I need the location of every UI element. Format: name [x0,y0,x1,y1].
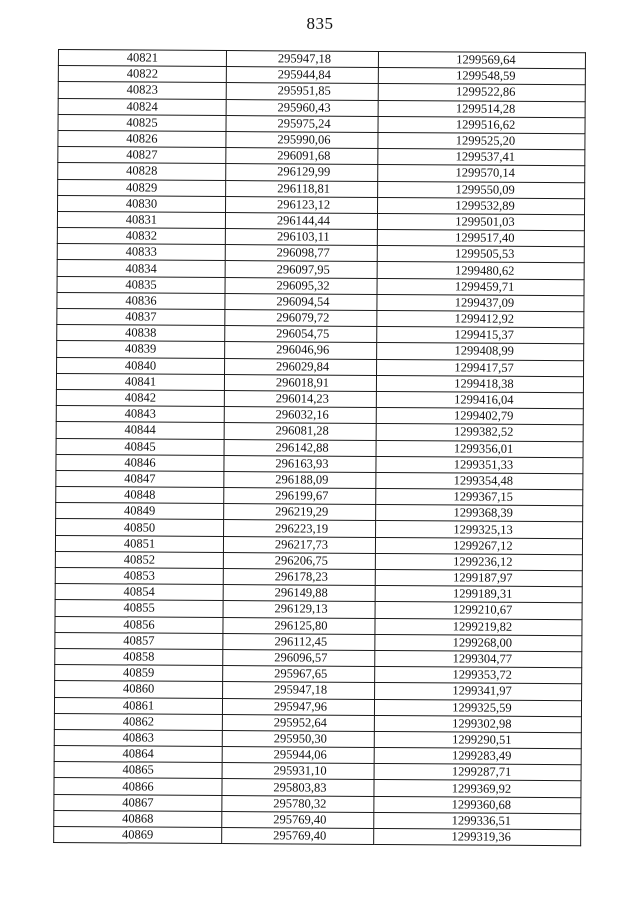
y-coordinate-cell: 1299351,33 [376,456,583,473]
x-coordinate-cell: 296223,19 [224,520,376,537]
x-coordinate-cell: 296142,88 [224,439,376,456]
x-coordinate-cell: 296188,09 [224,471,376,488]
y-coordinate-cell: 1299532,89 [378,197,585,214]
y-coordinate-cell: 1299569,64 [378,51,585,68]
y-coordinate-cell: 1299367,15 [376,489,583,506]
y-coordinate-cell: 1299550,09 [378,181,585,198]
point-number-cell: 40844 [56,422,224,439]
y-coordinate-cell: 1299417,57 [377,359,584,376]
y-coordinate-cell: 1299437,09 [377,294,584,311]
y-coordinate-cell: 1299353,72 [375,667,582,684]
x-coordinate-cell: 295769,40 [222,828,374,845]
point-number-cell: 40839 [57,341,225,358]
y-coordinate-cell: 1299360,68 [374,796,581,813]
point-number-cell: 40822 [58,66,226,83]
point-number-cell: 40857 [55,632,223,649]
point-number-cell: 40826 [58,130,226,147]
y-coordinate-cell: 1299268,00 [375,634,582,651]
y-coordinate-cell: 1299517,40 [377,230,584,247]
y-coordinate-cell: 1299187,97 [375,569,582,586]
point-number-cell: 40840 [57,357,225,374]
x-coordinate-cell: 295780,32 [222,795,374,812]
y-coordinate-cell: 1299304,77 [375,650,582,667]
point-number-cell: 40827 [58,147,226,164]
x-coordinate-cell: 296149,88 [223,585,375,602]
x-coordinate-cell: 295950,30 [222,730,374,747]
coordinate-table-body [54,50,586,846]
y-coordinate-cell: 1299415,37 [377,327,584,344]
point-number-cell: 40848 [56,487,224,504]
point-number-cell: 40868 [54,810,222,827]
point-number-cell: 40853 [55,567,223,584]
x-coordinate-cell: 295951,85 [226,83,378,100]
x-coordinate-cell: 295960,43 [226,99,378,116]
x-coordinate-cell: 296125,80 [223,617,375,634]
point-number-cell: 40829 [58,179,226,196]
y-coordinate-cell: 1299408,99 [377,343,584,360]
x-coordinate-cell: 296129,13 [223,601,375,618]
point-number-cell: 40824 [58,98,226,115]
y-coordinate-cell: 1299325,13 [376,521,583,538]
point-number-cell: 40860 [55,681,223,698]
point-number-cell: 40861 [54,697,222,714]
table-row [54,826,581,845]
x-coordinate-cell: 296178,23 [223,569,375,586]
point-number-cell: 40821 [58,50,226,67]
y-coordinate-cell: 1299522,86 [378,84,585,101]
y-coordinate-cell: 1299525,20 [378,132,585,149]
x-coordinate-cell: 296054,75 [225,326,377,343]
page-number: 835 [306,14,334,33]
y-coordinate-cell: 1299505,53 [377,246,584,263]
x-coordinate-cell: 296129,99 [226,164,378,181]
point-number-cell: 40863 [54,729,222,746]
x-coordinate-cell: 296103,11 [225,229,377,246]
x-coordinate-cell: 295944,84 [226,67,378,84]
y-coordinate-cell: 1299418,38 [376,375,583,392]
y-coordinate-cell: 1299416,04 [376,391,583,408]
point-number-cell: 40866 [54,778,222,795]
coordinate-table [53,49,586,846]
x-coordinate-cell: 296094,54 [225,293,377,310]
point-number-cell: 40852 [55,551,223,568]
point-number-cell: 40843 [56,406,224,423]
x-coordinate-cell: 295990,06 [226,131,378,148]
point-number-cell: 40845 [56,438,224,455]
point-number-cell: 40862 [54,713,222,730]
x-coordinate-cell: 295947,96 [222,698,374,715]
point-number-cell: 40851 [55,535,223,552]
point-number-cell: 40833 [57,244,225,261]
x-coordinate-cell: 296163,93 [224,455,376,472]
y-coordinate-cell: 1299341,97 [375,683,582,700]
x-coordinate-cell: 296097,95 [225,261,377,278]
y-coordinate-cell: 1299402,79 [376,408,583,425]
x-coordinate-cell: 296081,28 [224,423,376,440]
x-coordinate-cell: 296046,96 [225,342,377,359]
x-coordinate-cell: 295967,65 [223,666,375,683]
x-coordinate-cell: 295944,06 [222,747,374,764]
x-coordinate-cell: 295975,24 [226,115,378,132]
y-coordinate-cell: 1299382,52 [376,424,583,441]
y-coordinate-cell: 1299210,67 [375,602,582,619]
x-coordinate-cell: 296029,84 [225,358,377,375]
point-number-cell: 40830 [58,195,226,212]
y-coordinate-cell: 1299514,28 [378,100,585,117]
point-number-cell: 40855 [55,600,223,617]
point-number-cell: 40835 [57,276,225,293]
x-coordinate-cell: 296091,68 [226,148,378,165]
x-coordinate-cell: 296096,57 [223,649,375,666]
point-number-cell: 40842 [56,389,224,406]
point-number-cell: 40869 [54,826,222,843]
x-coordinate-cell: 296144,44 [225,212,377,229]
x-coordinate-cell: 296018,91 [224,374,376,391]
point-number-cell: 40849 [56,503,224,520]
y-coordinate-cell: 1299287,71 [374,764,581,781]
y-coordinate-cell: 1299412,92 [377,310,584,327]
point-number-cell: 40856 [55,616,223,633]
x-coordinate-cell: 296219,29 [224,504,376,521]
y-coordinate-cell: 1299219,82 [375,618,582,635]
y-coordinate-cell: 1299368,39 [376,505,583,522]
point-number-cell: 40847 [56,470,224,487]
x-coordinate-cell: 296199,67 [224,488,376,505]
y-coordinate-cell: 1299548,59 [378,68,585,85]
point-number-cell: 40841 [56,373,224,390]
point-number-cell: 40854 [55,584,223,601]
y-coordinate-cell: 1299480,62 [377,262,584,279]
point-number-cell: 40832 [57,228,225,245]
y-coordinate-cell: 1299459,71 [377,278,584,295]
point-number-cell: 40867 [54,794,222,811]
point-number-cell: 40823 [58,82,226,99]
x-coordinate-cell: 296095,32 [225,277,377,294]
y-coordinate-cell: 1299570,14 [378,165,585,182]
point-number-cell: 40834 [57,260,225,277]
point-number-cell: 40828 [58,163,226,180]
point-number-cell: 40850 [56,519,224,536]
point-number-cell: 40859 [55,665,223,682]
x-coordinate-cell: 296079,72 [225,310,377,327]
y-coordinate-cell: 1299369,92 [374,780,581,797]
point-number-cell: 40838 [57,325,225,342]
x-coordinate-cell: 295947,18 [226,51,378,68]
x-coordinate-cell: 296014,23 [224,390,376,407]
y-coordinate-cell: 1299236,12 [375,553,582,570]
point-number-cell: 40858 [55,648,223,665]
x-coordinate-cell: 295952,64 [222,714,374,731]
x-coordinate-cell: 295803,83 [222,779,374,796]
y-coordinate-cell: 1299325,59 [374,699,581,716]
x-coordinate-cell: 296217,73 [223,536,375,553]
y-coordinate-cell: 1299319,36 [374,828,581,845]
x-coordinate-cell: 295947,18 [223,682,375,699]
x-coordinate-cell: 296112,45 [223,633,375,650]
x-coordinate-cell: 296206,75 [223,552,375,569]
y-coordinate-cell: 1299283,49 [374,748,581,765]
y-coordinate-cell: 1299516,62 [378,116,585,133]
y-coordinate-cell: 1299537,41 [378,149,585,166]
x-coordinate-cell: 296098,77 [225,245,377,262]
y-coordinate-cell: 1299501,03 [377,213,584,230]
point-number-cell: 40865 [54,762,222,779]
x-coordinate-cell: 296123,12 [226,196,378,213]
point-number-cell: 40836 [57,292,225,309]
y-coordinate-cell: 1299189,31 [375,586,582,603]
point-number-cell: 40825 [58,114,226,131]
point-number-cell: 40831 [57,211,225,228]
y-coordinate-cell: 1299302,98 [374,715,581,732]
point-number-cell: 40837 [57,308,225,325]
y-coordinate-cell: 1299354,48 [376,472,583,489]
y-coordinate-cell: 1299290,51 [374,731,581,748]
point-number-cell: 40846 [56,454,224,471]
y-coordinate-cell: 1299336,51 [374,812,581,829]
y-coordinate-cell: 1299356,01 [376,440,583,457]
x-coordinate-cell: 295931,10 [222,763,374,780]
x-coordinate-cell: 296118,81 [226,180,378,197]
point-number-cell: 40864 [54,746,222,763]
x-coordinate-cell: 295769,40 [222,811,374,828]
y-coordinate-cell: 1299267,12 [375,537,582,554]
x-coordinate-cell: 296032,16 [224,407,376,424]
